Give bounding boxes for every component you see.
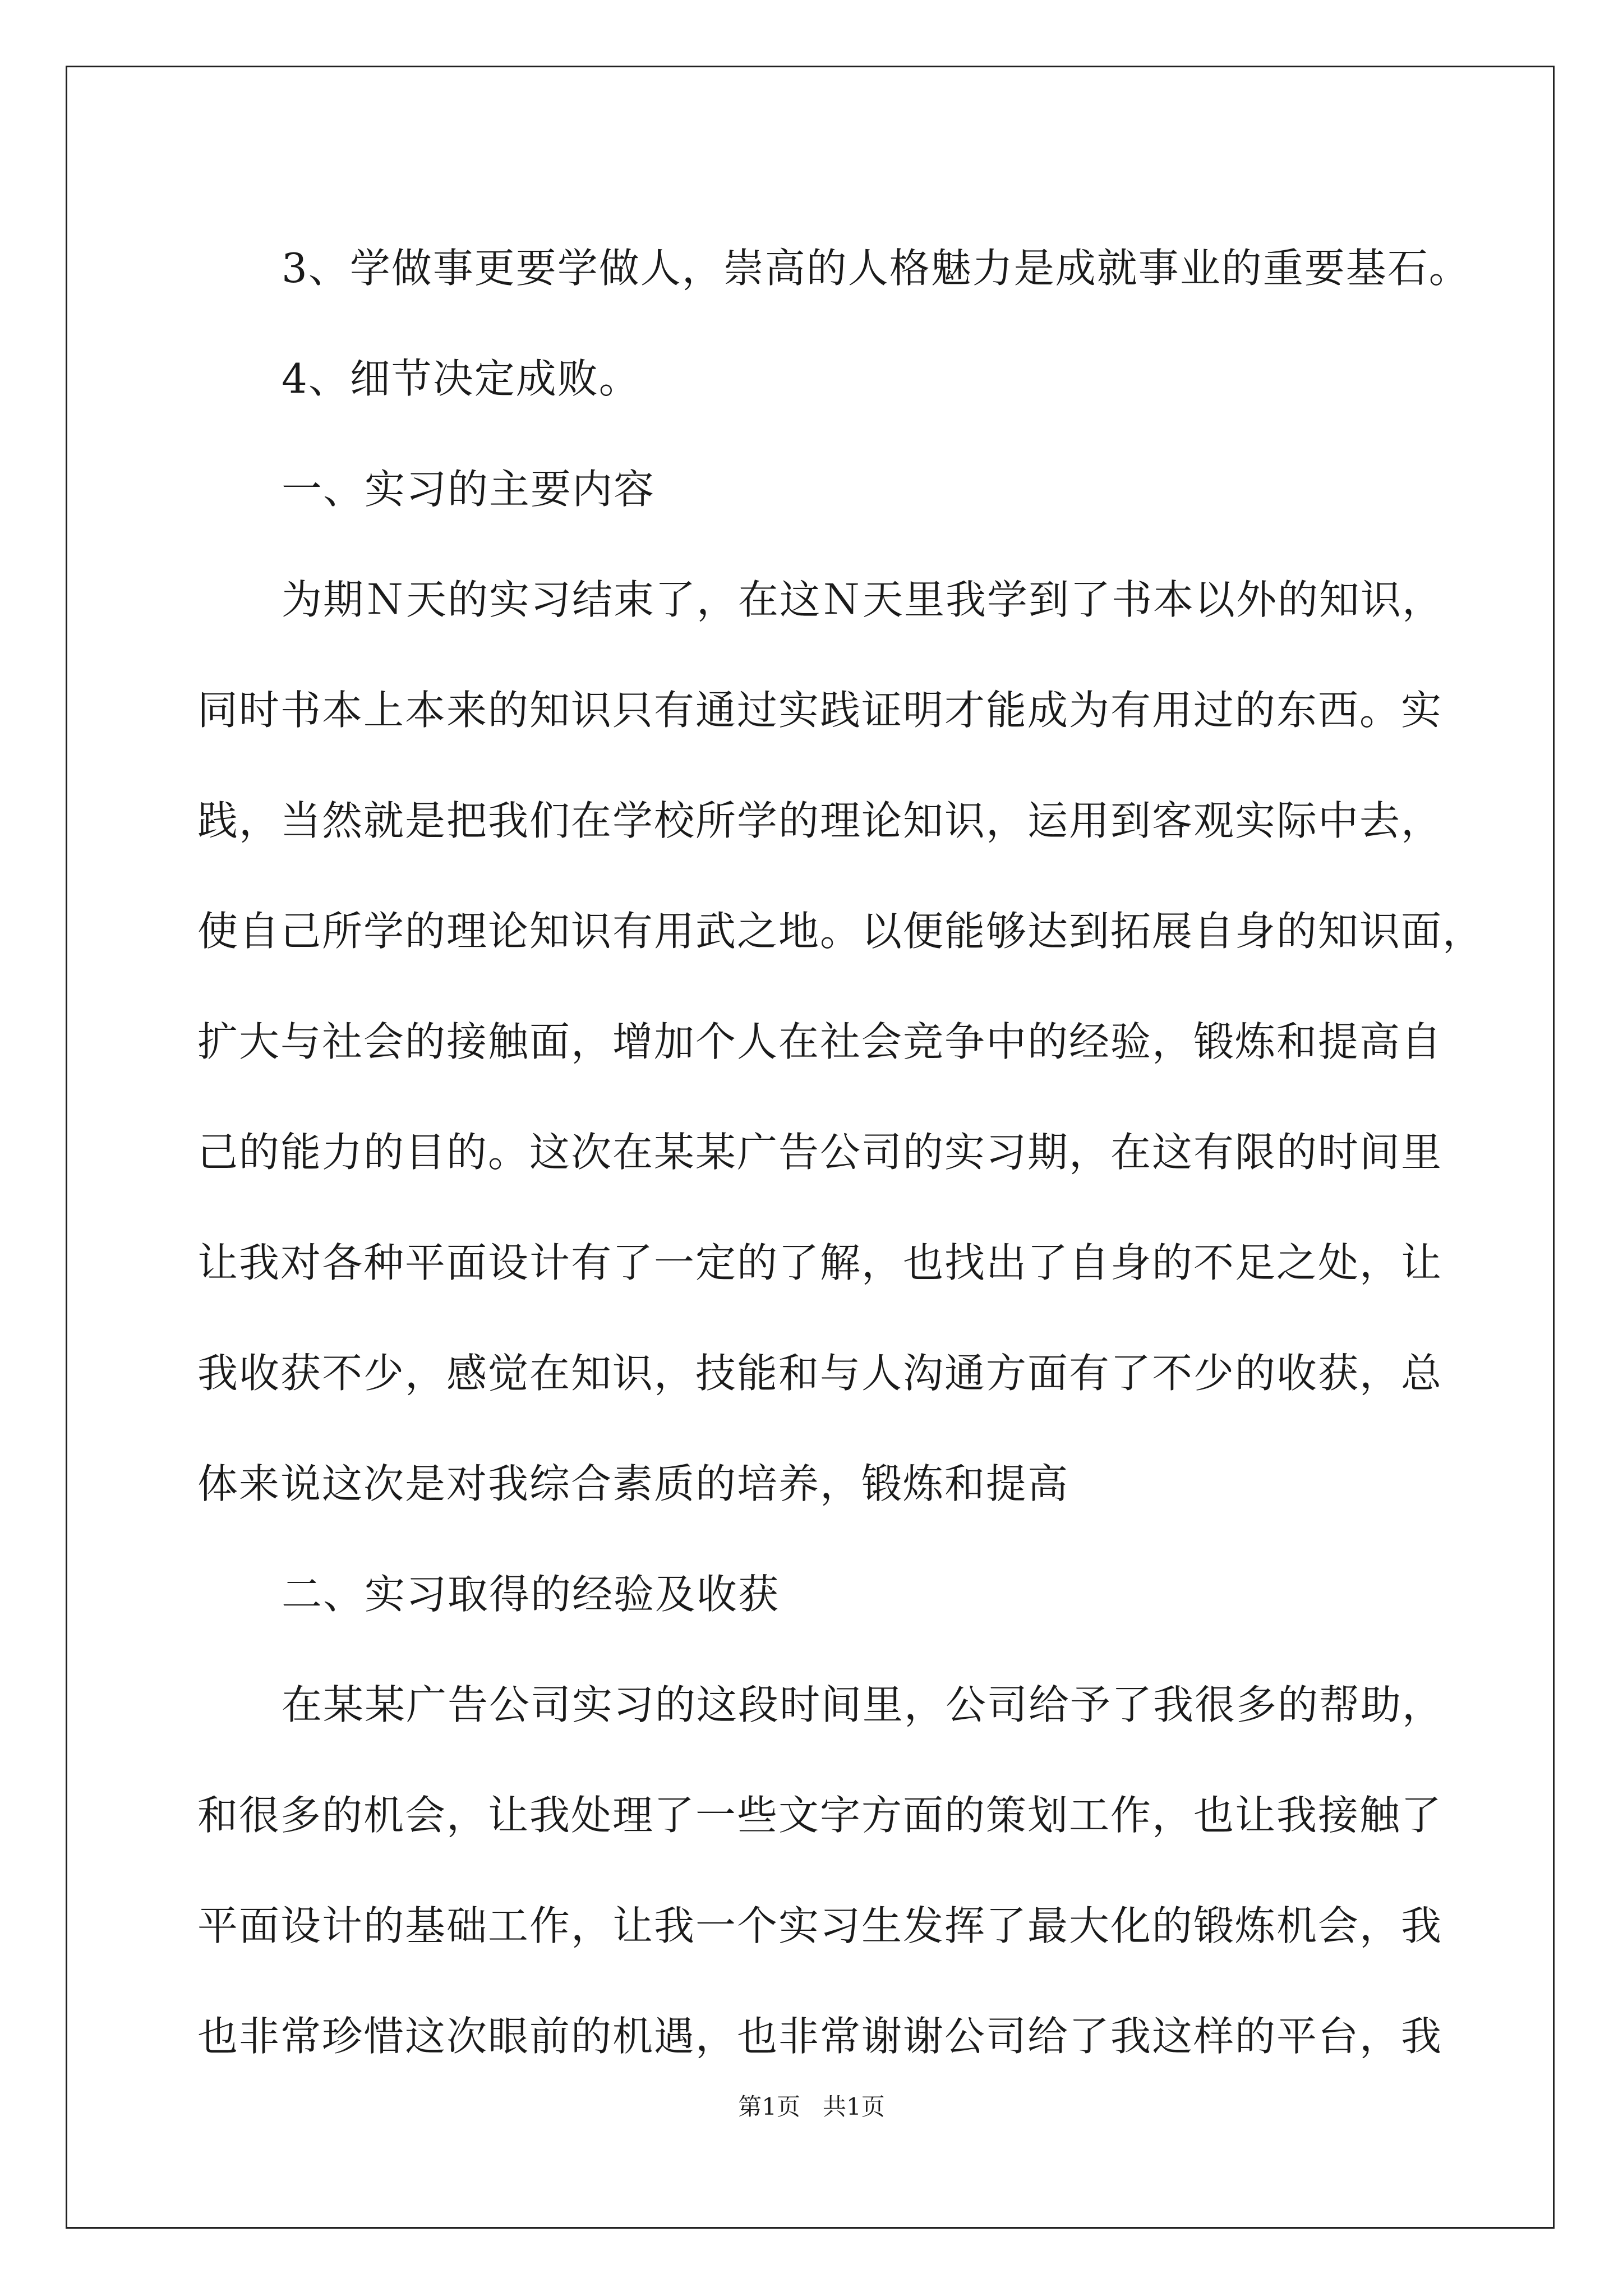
text-line: 使自己所学的理论知识有用武之地。以便能够达到拓展自身的知识面， <box>197 908 1484 955</box>
text-line: 平面设计的基础工作，让我一个实习生发挥了最大化的锻炼机会，我 <box>197 1902 1443 1949</box>
text-line: 4、细节决定成败。 <box>282 355 640 402</box>
text-line: 和很多的机会，让我处理了一些文字方面的策划工作，也让我接触了 <box>197 1792 1443 1839</box>
text-line: 体来说这次是对我综合素质的培养，锻炼和提高 <box>197 1460 1069 1507</box>
text-line: 3、学做事更要学做人，崇高的人格魅力是成就事业的重要基石。 <box>282 245 1470 292</box>
text-line: 扩大与社会的接触面，增加个人在社会竞争中的经验，锻炼和提高自 <box>197 1018 1443 1065</box>
text-line: 也非常珍惜这次眼前的机遇，也非常谢谢公司给了我这样的平台，我 <box>197 2013 1443 2060</box>
section-heading: 一、实习的主要内容 <box>282 466 656 513</box>
text-line: 我收获不少，感觉在知识，技能和与人沟通方面有了不少的收获，总 <box>197 1350 1443 1397</box>
text-line: 践，当然就是把我们在学校所学的理论知识，运用到客观实际中去， <box>197 797 1443 844</box>
text-line: 己的能力的目的。这次在某某广告公司的实习期，在这有限的时间里 <box>197 1129 1443 1176</box>
document-body <box>197 213 1484 2092</box>
section-heading: 二、实习取得的经验及收获 <box>282 1571 780 1618</box>
text-line: 在某某广告公司实习的这段时间里，公司给予了我很多的帮助， <box>282 1681 1444 1728</box>
page-number-footer: 第1页 共1页 <box>738 2093 885 2120</box>
text-line: 同时书本上本来的知识只有通过实践证明才能成为有用过的东西。实 <box>197 687 1443 734</box>
text-line: 让我对各种平面设计有了一定的了解，也找出了自身的不足之处，让 <box>197 1239 1443 1286</box>
text-line: 为期Ｎ天的实习结束了，在这Ｎ天里我学到了书本以外的知识， <box>282 576 1444 623</box>
